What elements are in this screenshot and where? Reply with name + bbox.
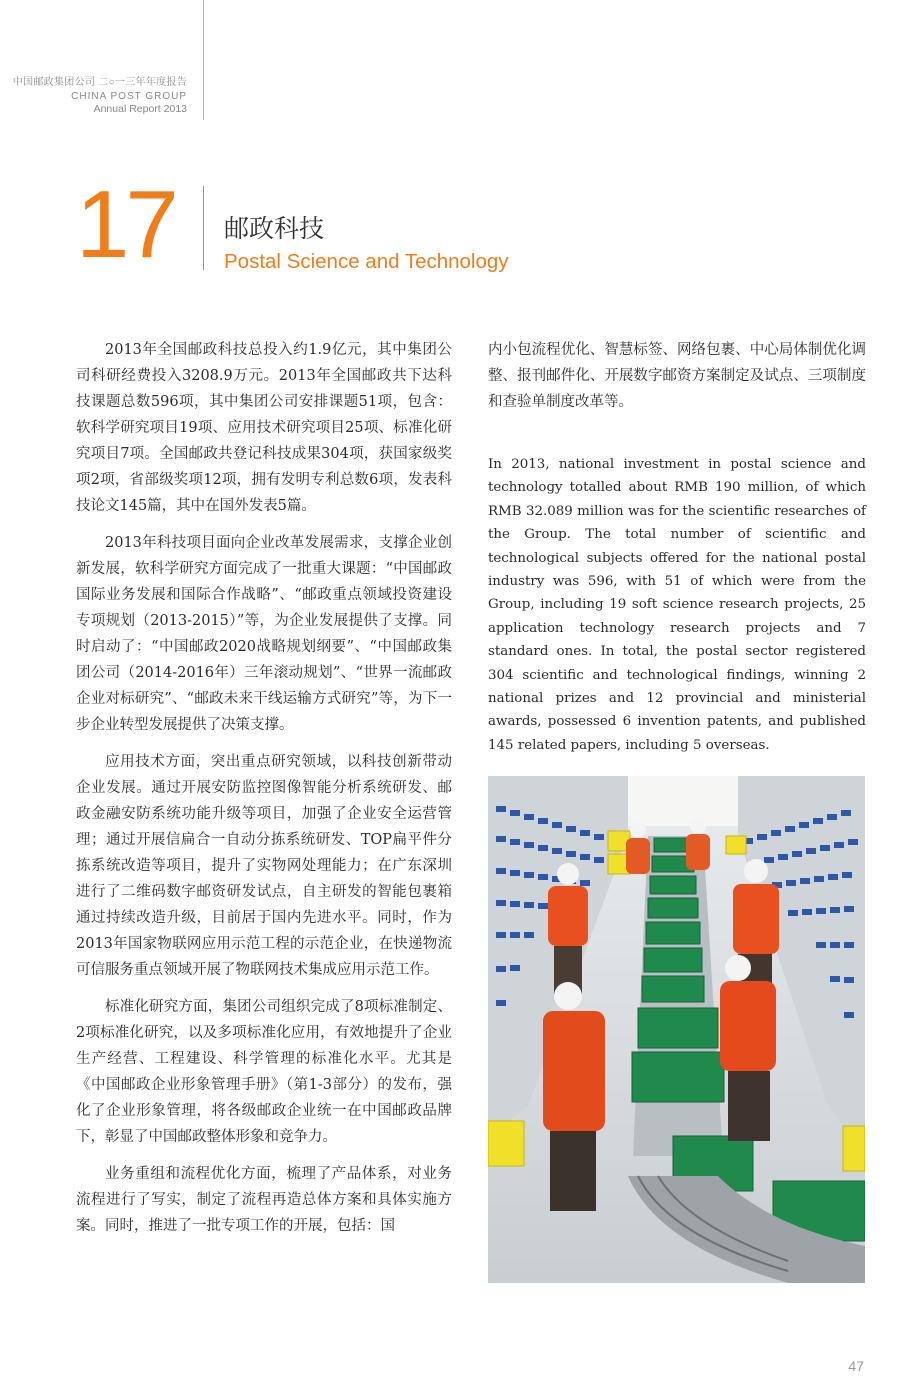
sorting-center-photo — [488, 776, 865, 1283]
paragraph-en-summary: In 2013, national investment in postal science and technology totalled about RMB 190 million, of which RMB 32.089 million was for the scientific researches of the Group. The total number of scientific and technological subjects offered for the national postal industry was 596, with 51 of which were from the Group, including 19 soft science research projects, 25 application technology research projects and 7 standard ones. In total, the postal sector registered 304 scientific and technological findings, winning 2 national prizes and 12 provincial and ministerial awards, possessed 6 invention patents, and published 145 related papers, including 5 overseas. — [488, 457, 866, 753]
header-company-cn: 中国邮政集团公司 二○一三年年度报告 — [12, 77, 187, 88]
running-header — [13, 76, 187, 116]
header-divider-line — [203, 0, 204, 120]
page-number: 47 — [848, 1358, 864, 1374]
header-company-en: CHINA POST GROUP — [71, 91, 187, 102]
chapter-title-en: Postal Science and Technology — [224, 250, 509, 273]
paragraph-cn-soft-science: 2013年科技项目面向企业改革发展需求，支撑企业创新发展，软科学研究方面完成了一批重大课题：“中国邮政国际业务发展和国际合作战略”、“邮政重点领域投资建设专项规划（2013-2015）”等，为企业发展提供了支撑。同时启动了：“中国邮政2020战略规划纲要”、“中国邮政集团公司（2014-2016年）三年滚动规划”、“世界一流邮政企业对标研究”、“邮政未来干线运输方式研究”等，为下一步企业转型发展提供了决策支撑。 — [76, 535, 452, 733]
left-column — [76, 337, 452, 1239]
chapter-divider-line — [203, 186, 204, 270]
paragraph-cn-continued: 内小包流程优化、智慧标签、网络包裹、中心局体制优化调整、报刊邮件化、开展数字邮资方案制定及试点、三项制度和查验单制度改革等。 — [488, 342, 866, 410]
paragraph-cn-standardization: 标准化研究方面，集团公司组织完成了8项标准制定、2项标准化研究，以及多项标准化应用，有效地提升了企业生产经营、工程建设、科学管理的标准化水平。尤其是《中国邮政企业形象管理手册》（第1-3部分）的发布，强化了企业形象管理，将各级邮政企业统一在中国邮政品牌下，彰显了中国邮政整体形象和竞争力。 — [76, 999, 452, 1145]
chapter-title-cn: 邮政科技 — [224, 214, 325, 243]
header-report-en: Annual Report 2013 — [93, 103, 187, 115]
right-column — [488, 337, 866, 757]
paragraph-cn-applied-tech: 应用技术方面，突出重点研究领域，以科技创新带动企业发展。通过开展安防监控图像智能分析系统研发、邮政金融安防系统功能升级等项目，加强了企业安全运营管理；通过开展信扁合一自动分拣系统研发、TOP扁平件分拣系统改造等项目，提升了实物网处理能力；在广东深圳进行了二维码数字邮资研发试点，自主研发的智能包裹箱通过持续改造升级，目前居于国内先进水平。同时，作为2013年国家物联网应用示范工程的示范企业，在快递物流可信服务重点领域开展了物联网技术集成应用示范工作。 — [76, 754, 452, 978]
paragraph-cn-investment: 2013年全国邮政科技总投入约1.9亿元，其中集团公司科研经费投入3208.9万元。2013年全国邮政共下达科技课题总数596项，其中集团公司安排课题51项，包含：软科学研究项目19项、应用技术研究项目25项、标准化研究项目7项。全国邮政共登记科技成果304项，获国家级奖项2项，省部级奖项12项，拥有发明专利总数6项，发表科技论文145篇，其中在国外发表5篇。 — [76, 342, 452, 514]
paragraph-cn-process-optimization: 业务重组和流程优化方面，梳理了产品体系，对业务流程进行了写实，制定了流程再造总体方案和具体实施方案。同时，推进了一批专项工作的开展，包括：国 — [76, 1166, 452, 1234]
chapter-number: 17 — [76, 171, 175, 278]
